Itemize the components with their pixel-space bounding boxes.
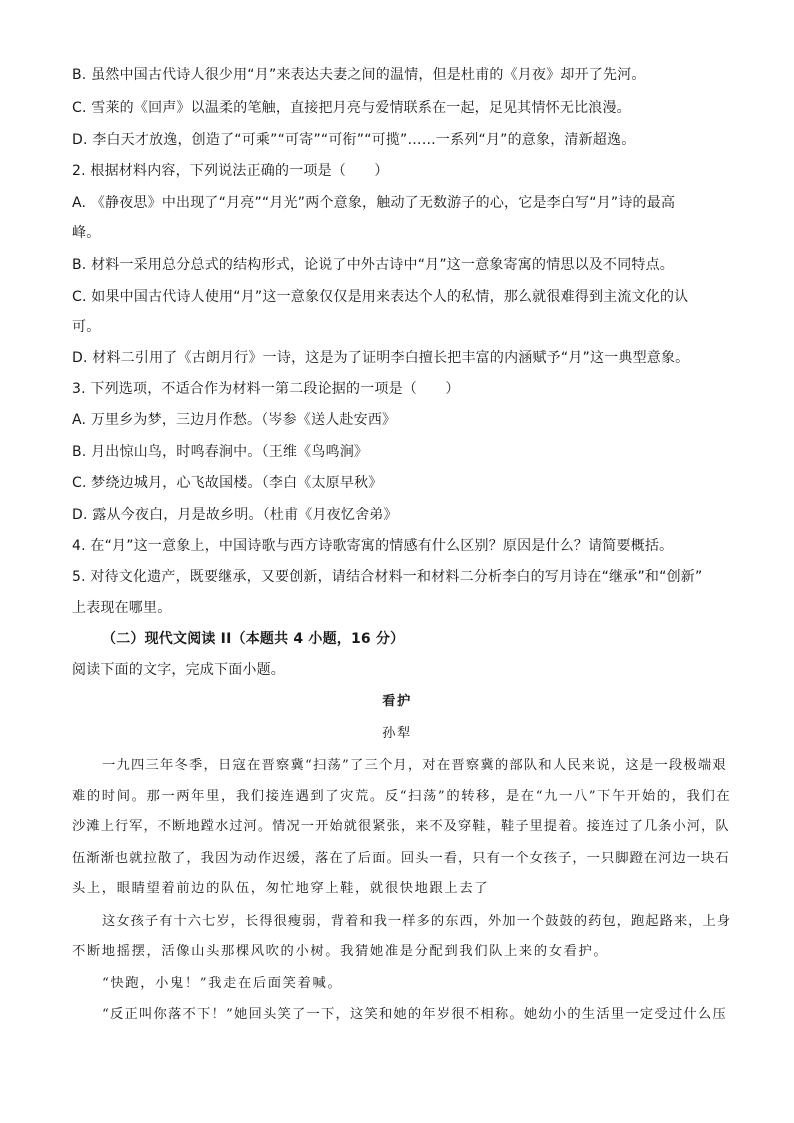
q3-option-a: A. 万里乡为梦，三边月作愁。（岑参《送人赴安西》 <box>72 412 397 428</box>
article-title: 看护 <box>382 694 412 709</box>
q3-option-b: B. 月出惊山鸟，时鸣春涧中。（王维《鸟鸣涧》 <box>72 444 369 460</box>
q4-stem: 4. 在“月”这一意象上，中国诗歌与西方诗歌寄寓的情感有什么区别？原因是什么？请简要概括。 <box>72 538 674 554</box>
q1-option-c: C. 雪莱的《回声》以温柔的笔触，直接把月亮与爱情联系在一起，足见其情怀无比浪漫。 <box>72 100 631 116</box>
q1-option-b: B. 虽然中国古代诗人很少用“月”来表达夫妻之间的温情，但是杜甫的《月夜》却开了先河。 <box>72 67 646 83</box>
p1-line-2: 难的时间。那一两年里，我们接连遇到了灾荒。反“扫荡”的转移，是在“九一八”下午开始的，我们在 <box>72 789 732 804</box>
section-instruction: 阅读下面的文字，完成下面小题。 <box>72 662 285 678</box>
q3-option-d: D. 露从今夜白，月是故乡明。（杜甫《月夜忆舍弟》 <box>72 507 398 523</box>
p1-line-4: 伍渐渐也就拉散了，我因为动作迟缓，落在了后面。回头一看，只有一个女孩子，一只脚蹬在河边一块石 <box>72 851 730 866</box>
article-author: 孙犁 <box>382 726 412 741</box>
q2-stem: 2. 根据材料内容，下列说法正确的一项是（ ） <box>72 163 389 179</box>
q2-option-a-cont: 峰。 <box>72 225 101 241</box>
p2-line-1: 这女孩子有十六七岁，长得很瘦弱，背着和我一样多的东西，外加一个鼓鼓的药包，跑起路来，上身 <box>102 914 732 929</box>
p2-line-2: 不断地摇摆，活像山头那棵风吹的小树。我猜她准是分配到我们队上来的女看护。 <box>72 944 609 959</box>
p1-line-3: 沙滩上行军，不断地蹚水过河。情况一开始就很紧张，来不及穿鞋，鞋子里提着。接连过了几条小河，队 <box>72 819 730 834</box>
q2-option-c: C. 如果中国古代诗人使用“月”这一意象仅仅是用来表达个人的私情，那么就很难得到主流文化的认 <box>72 289 689 305</box>
q5-stem: 5. 对待文化遗产，既要继承，又要创新，请结合材料一和材料二分析李白的写月诗在“继承”和“创新” <box>72 569 703 585</box>
p4-line: “反正叫你落不下！”她回头笑了一下，这笑和她的年岁很不相称。她幼小的生活里一定受过什么压 <box>102 1007 727 1022</box>
p1-line-1: 一九四三年冬季，日寇在晋察冀“扫荡”了三个月，对在晋察冀的部队和人民来说，这是一段极端艰 <box>102 758 727 773</box>
q2-option-b: B. 材料一采用总分总式的结构形式，论说了中外古诗中“月”这一意象寄寓的情思以及不同特点。 <box>72 257 675 273</box>
q2-option-c-cont: 可。 <box>72 319 101 335</box>
section-heading: （二）现代文阅读 II（本题共 4 小题，16 分） <box>102 631 405 647</box>
q1-option-d: D. 李白天才放逸，创造了“可乘”“可寄”“可衔”“可揽”……一系列“月”的意象，清新超逸。 <box>72 132 636 148</box>
q5-stem-cont: 上表现在哪里。 <box>72 600 172 616</box>
p3-line: “快跑，小鬼！”我走在后面笑着喊。 <box>102 976 343 991</box>
q2-option-d: D. 材料二引用了《古朗月行》一诗，这是为了证明李白擅长把丰富的内涵赋予“月”这一典型意象。 <box>72 350 690 366</box>
p1-line-5: 头上，眼睛望着前边的队伍，匆忙地穿上鞋，就很快地跟上去了 <box>72 881 490 896</box>
q2-option-a: A. 《静夜思》中出现了“月亮”“月光”两个意象，触动了无数游子的心，它是李白写“月”诗的最高 <box>72 195 676 211</box>
q3-option-c: C. 梦绕边城月，心飞故国楼。（李白《太原早秋》 <box>72 475 383 491</box>
q3-stem: 3. 下列选项，不适合作为材料一第二段论据的一项是（ ） <box>72 381 460 397</box>
